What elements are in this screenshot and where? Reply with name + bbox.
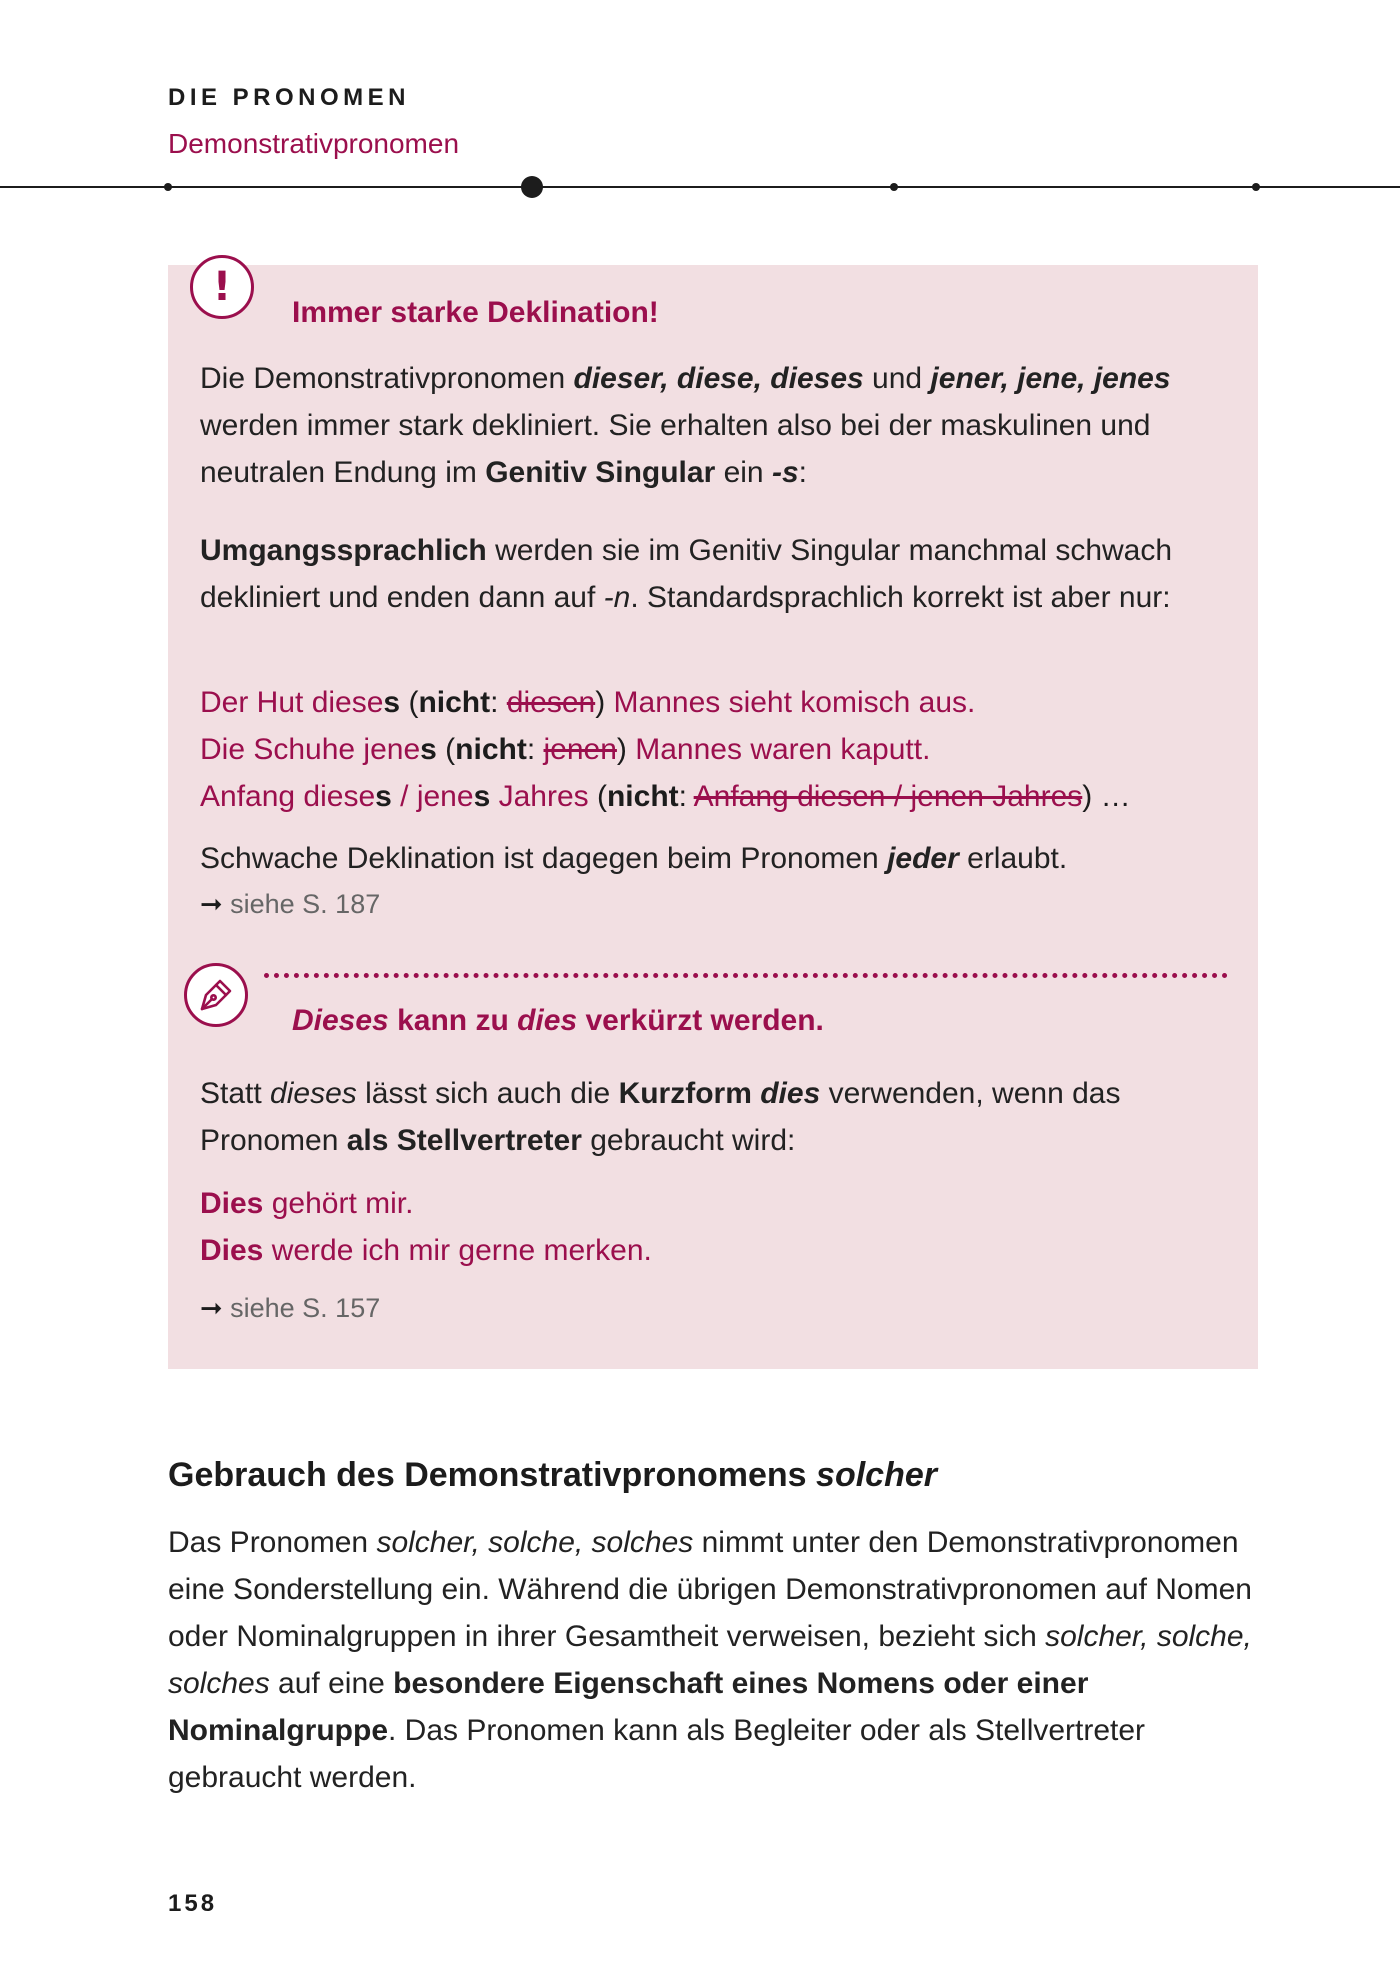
box-heading-deklination: Immer starke Deklination! (292, 296, 659, 329)
section-heading: Gebrauch des Demonstrativpronomens solcher (168, 1456, 937, 1494)
section-paragraph: Das Pronomen solcher, solche, solches nimmt unter den Demonstrativpronomen eine Sonderstellung ein. Während die übrigen Demonstrativpronomen auf Nomen oder Nominalgruppen in ihrer Gesamtheit verweisen, bezieht sich solcher, solche, solches auf eine besondere Eigenschaft eines Nomens oder einer Nominalgruppe. Das Pronomen kann als Begleiter oder als Stellvertreter gebraucht werden. (168, 1526, 1252, 1794)
subchapter-title: Demonstrativpronomen (168, 128, 460, 159)
info-box (168, 265, 1258, 1369)
pen-nib-icon (184, 963, 248, 1027)
example-line: Die Schuhe jenes (nicht: jenen) Mannes waren kaputt. (200, 733, 931, 766)
exclamation-icon: ! (190, 255, 254, 319)
box-heading-dies: Dieses kann zu dies verkürzt werden. (292, 1004, 824, 1037)
page-reference-157[interactable]: ➞ siehe S. 157 (200, 1293, 381, 1323)
example-line: Dies werde ich mir gerne merken. (200, 1234, 652, 1267)
arrow-right-icon: ➞ (200, 1293, 223, 1323)
box-paragraph-2: Umgangssprachlich werden sie im Genitiv Singular manchmal schwach dekliniert und enden dann auf -n. Standardsprachlich korrekt ist aber nur: (200, 534, 1173, 614)
box-paragraph-3: Schwache Deklination ist dagegen beim Pronomen jeder erlaubt. (200, 842, 1068, 875)
example-line: Dies gehört mir. (200, 1187, 414, 1220)
header-rule-dot (1252, 183, 1260, 191)
chapter-title: DIE PRONOMEN (168, 84, 411, 111)
header-rule (0, 186, 1400, 188)
arrow-right-icon: ➞ (200, 889, 223, 919)
page-number: 158 (168, 1890, 218, 1917)
example-line: Anfang dieses / jenes Jahres (nicht: Anfang diesen / jenen Jahres) … (200, 780, 1131, 813)
page-reference-187[interactable]: ➞ siehe S. 187 (200, 889, 381, 919)
header-rule-marker (521, 176, 543, 198)
dotted-divider (264, 973, 1228, 978)
header-rule-dot (164, 183, 172, 191)
box-paragraph-1: Die Demonstrativpronomen dieser, diese, dieses und jener, jene, jenes werden immer stark dekliniert. Sie erhalten also bei der maskulinen und neutralen Endung im Genitiv Singular ein -s: (200, 362, 1171, 489)
box-paragraph-4: Statt dieses lässt sich auch die Kurzform dies verwenden, wenn das Pronomen als Stellvertreter gebraucht wird: (200, 1077, 1121, 1157)
header-rule-dot (890, 183, 898, 191)
example-line: Der Hut dieses (nicht: diesen) Mannes sieht komisch aus. (200, 686, 976, 719)
